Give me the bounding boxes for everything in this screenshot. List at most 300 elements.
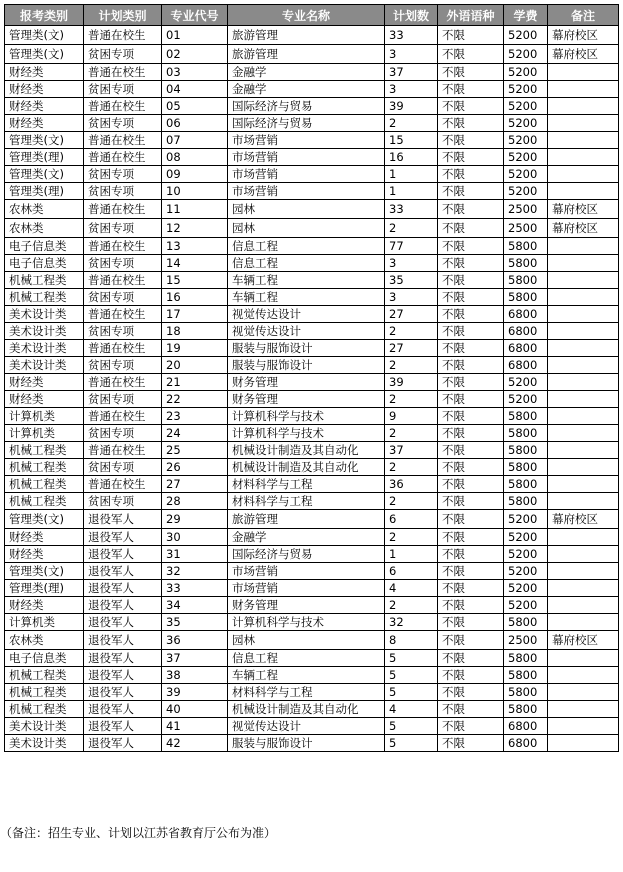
language-cell: 不限 <box>438 149 504 166</box>
plan-count-cell: 4 <box>385 580 438 597</box>
category-cell: 农林类 <box>5 631 84 650</box>
language-cell: 不限 <box>438 306 504 323</box>
language-cell: 不限 <box>438 340 504 357</box>
tuition-cell: 5800 <box>504 667 548 684</box>
plan-count-cell: 33 <box>385 200 438 219</box>
major-name-cell: 视觉传达设计 <box>228 718 385 735</box>
remarks-cell <box>548 272 619 289</box>
table-row <box>5 64 619 81</box>
major-code-cell: 41 <box>162 718 228 735</box>
plan-count-cell: 35 <box>385 272 438 289</box>
tuition-cell: 5200 <box>504 529 548 546</box>
remarks-cell <box>548 597 619 614</box>
table-row <box>5 684 619 701</box>
tuition-cell: 5800 <box>504 701 548 718</box>
major-code-cell: 36 <box>162 631 228 650</box>
major-name-cell: 国际经济与贸易 <box>228 115 385 132</box>
tuition-cell: 5200 <box>504 546 548 563</box>
major-code-cell: 11 <box>162 200 228 219</box>
category-cell: 财经类 <box>5 81 84 98</box>
remarks-cell <box>548 546 619 563</box>
category-cell: 管理类(文) <box>5 26 84 45</box>
plan-type-cell: 退役军人 <box>84 684 162 701</box>
tuition-cell: 5200 <box>504 510 548 529</box>
major-code-cell: 19 <box>162 340 228 357</box>
major-name-cell: 旅游管理 <box>228 26 385 45</box>
plan-type-cell: 普通在校生 <box>84 98 162 115</box>
plan-type-cell: 普通在校生 <box>84 149 162 166</box>
major-name-cell: 车辆工程 <box>228 272 385 289</box>
plan-type-cell: 普通在校生 <box>84 408 162 425</box>
plan-type-cell: 普通在校生 <box>84 238 162 255</box>
plan-count-cell: 16 <box>385 149 438 166</box>
major-code-cell: 14 <box>162 255 228 272</box>
remarks-cell <box>548 408 619 425</box>
header-language: 外语语种 <box>438 5 504 26</box>
remarks-cell <box>548 493 619 510</box>
plan-type-cell: 贫困专项 <box>84 323 162 340</box>
plan-type-cell: 普通在校生 <box>84 374 162 391</box>
category-cell: 计算机类 <box>5 408 84 425</box>
language-cell: 不限 <box>438 115 504 132</box>
plan-type-cell: 普通在校生 <box>84 340 162 357</box>
category-cell: 机械工程类 <box>5 442 84 459</box>
major-code-cell: 39 <box>162 684 228 701</box>
category-cell: 机械工程类 <box>5 459 84 476</box>
remarks-cell <box>548 614 619 631</box>
table-row <box>5 115 619 132</box>
remarks-cell <box>548 306 619 323</box>
plan-type-cell: 贫困专项 <box>84 459 162 476</box>
plan-count-cell: 77 <box>385 238 438 255</box>
remarks-cell <box>548 374 619 391</box>
table-row <box>5 98 619 115</box>
category-cell: 管理类(文) <box>5 563 84 580</box>
plan-type-cell: 退役军人 <box>84 667 162 684</box>
remarks-cell <box>548 650 619 667</box>
major-code-cell: 17 <box>162 306 228 323</box>
remarks-cell: 幕府校区 <box>548 219 619 238</box>
remarks-cell <box>548 255 619 272</box>
language-cell: 不限 <box>438 219 504 238</box>
major-name-cell: 市场营销 <box>228 580 385 597</box>
category-cell: 电子信息类 <box>5 255 84 272</box>
major-name-cell: 服装与服饰设计 <box>228 357 385 374</box>
language-cell: 不限 <box>438 272 504 289</box>
plan-count-cell: 39 <box>385 374 438 391</box>
tuition-cell: 6800 <box>504 323 548 340</box>
table-row <box>5 510 619 529</box>
major-code-cell: 25 <box>162 442 228 459</box>
table-row <box>5 272 619 289</box>
major-code-cell: 16 <box>162 289 228 306</box>
table-row <box>5 200 619 219</box>
remarks-cell <box>548 81 619 98</box>
category-cell: 美术设计类 <box>5 718 84 735</box>
major-name-cell: 视觉传达设计 <box>228 306 385 323</box>
remarks-cell <box>548 132 619 149</box>
tuition-cell: 5200 <box>504 563 548 580</box>
remarks-cell: 幕府校区 <box>548 26 619 45</box>
plan-count-cell: 3 <box>385 81 438 98</box>
language-cell: 不限 <box>438 26 504 45</box>
major-code-cell: 04 <box>162 81 228 98</box>
remarks-cell <box>548 115 619 132</box>
major-name-cell: 金融学 <box>228 64 385 81</box>
language-cell: 不限 <box>438 166 504 183</box>
major-name-cell: 计算机科学与技术 <box>228 408 385 425</box>
category-cell: 管理类(文) <box>5 510 84 529</box>
plan-type-cell: 贫困专项 <box>84 425 162 442</box>
language-cell: 不限 <box>438 510 504 529</box>
tuition-cell: 5800 <box>504 476 548 493</box>
table-row <box>5 493 619 510</box>
remarks-cell: 幕府校区 <box>548 45 619 64</box>
category-cell: 管理类(文) <box>5 45 84 64</box>
plan-type-cell: 普通在校生 <box>84 306 162 323</box>
plan-count-cell: 1 <box>385 183 438 200</box>
language-cell: 不限 <box>438 563 504 580</box>
plan-count-cell: 2 <box>385 323 438 340</box>
category-cell: 计算机类 <box>5 614 84 631</box>
language-cell: 不限 <box>438 391 504 408</box>
header-tuition: 学费 <box>504 5 548 26</box>
header-plan-type: 计划类别 <box>84 5 162 26</box>
language-cell: 不限 <box>438 425 504 442</box>
table-row <box>5 306 619 323</box>
table-row <box>5 81 619 98</box>
tuition-cell: 5800 <box>504 289 548 306</box>
plan-count-cell: 3 <box>385 45 438 64</box>
plan-type-cell: 退役军人 <box>84 631 162 650</box>
tuition-cell: 5200 <box>504 64 548 81</box>
language-cell: 不限 <box>438 735 504 752</box>
language-cell: 不限 <box>438 81 504 98</box>
major-code-cell: 02 <box>162 45 228 64</box>
remarks-cell <box>548 442 619 459</box>
table-row <box>5 650 619 667</box>
table-row <box>5 476 619 493</box>
plan-count-cell: 36 <box>385 476 438 493</box>
plan-count-cell: 2 <box>385 219 438 238</box>
tuition-cell: 5800 <box>504 272 548 289</box>
major-code-cell: 20 <box>162 357 228 374</box>
plan-type-cell: 贫困专项 <box>84 115 162 132</box>
plan-type-cell: 退役军人 <box>84 563 162 580</box>
plan-count-cell: 5 <box>385 667 438 684</box>
table-row <box>5 132 619 149</box>
plan-count-cell: 6 <box>385 563 438 580</box>
category-cell: 美术设计类 <box>5 357 84 374</box>
table-row <box>5 323 619 340</box>
major-code-cell: 22 <box>162 391 228 408</box>
plan-type-cell: 退役军人 <box>84 597 162 614</box>
remarks-cell <box>548 340 619 357</box>
plan-type-cell: 退役军人 <box>84 650 162 667</box>
remarks-cell <box>548 357 619 374</box>
category-cell: 财经类 <box>5 391 84 408</box>
language-cell: 不限 <box>438 357 504 374</box>
remarks-cell <box>548 238 619 255</box>
tuition-cell: 2500 <box>504 219 548 238</box>
plan-count-cell: 8 <box>385 631 438 650</box>
plan-type-cell: 普通在校生 <box>84 272 162 289</box>
major-name-cell: 材料科学与工程 <box>228 684 385 701</box>
remarks-cell: 幕府校区 <box>548 510 619 529</box>
remarks-cell <box>548 684 619 701</box>
category-cell: 管理类(理) <box>5 580 84 597</box>
plan-type-cell: 贫困专项 <box>84 183 162 200</box>
major-name-cell: 服装与服饰设计 <box>228 340 385 357</box>
tuition-cell: 5800 <box>504 650 548 667</box>
plan-count-cell: 37 <box>385 64 438 81</box>
plan-count-cell: 27 <box>385 340 438 357</box>
category-cell: 农林类 <box>5 200 84 219</box>
plan-count-cell: 4 <box>385 701 438 718</box>
language-cell: 不限 <box>438 597 504 614</box>
tuition-cell: 5800 <box>504 493 548 510</box>
plan-type-cell: 退役军人 <box>84 546 162 563</box>
language-cell: 不限 <box>438 546 504 563</box>
major-code-cell: 23 <box>162 408 228 425</box>
major-code-cell: 12 <box>162 219 228 238</box>
table-row <box>5 614 619 631</box>
plan-count-cell: 9 <box>385 408 438 425</box>
plan-count-cell: 27 <box>385 306 438 323</box>
major-name-cell: 材料科学与工程 <box>228 476 385 493</box>
language-cell: 不限 <box>438 132 504 149</box>
major-name-cell: 财务管理 <box>228 597 385 614</box>
tuition-cell: 5200 <box>504 115 548 132</box>
language-cell: 不限 <box>438 45 504 64</box>
plan-count-cell: 33 <box>385 26 438 45</box>
category-cell: 财经类 <box>5 597 84 614</box>
table-row <box>5 631 619 650</box>
plan-count-cell: 3 <box>385 289 438 306</box>
tuition-cell: 5800 <box>504 459 548 476</box>
table-row <box>5 580 619 597</box>
language-cell: 不限 <box>438 374 504 391</box>
major-name-cell: 信息工程 <box>228 238 385 255</box>
table-row <box>5 289 619 306</box>
major-code-cell: 30 <box>162 529 228 546</box>
language-cell: 不限 <box>438 98 504 115</box>
remarks-cell <box>548 580 619 597</box>
category-cell: 美术设计类 <box>5 323 84 340</box>
category-cell: 管理类(文) <box>5 166 84 183</box>
table-row <box>5 219 619 238</box>
tuition-cell: 2500 <box>504 631 548 650</box>
tuition-cell: 5200 <box>504 98 548 115</box>
major-name-cell: 旅游管理 <box>228 45 385 64</box>
table-row <box>5 546 619 563</box>
plan-count-cell: 5 <box>385 650 438 667</box>
plan-type-cell: 退役军人 <box>84 614 162 631</box>
category-cell: 美术设计类 <box>5 735 84 752</box>
remarks-cell <box>548 64 619 81</box>
table-row <box>5 459 619 476</box>
table-row <box>5 183 619 200</box>
major-code-cell: 10 <box>162 183 228 200</box>
language-cell: 不限 <box>438 476 504 493</box>
category-cell: 财经类 <box>5 64 84 81</box>
major-name-cell: 信息工程 <box>228 650 385 667</box>
language-cell: 不限 <box>438 580 504 597</box>
remarks-cell <box>548 563 619 580</box>
major-name-cell: 计算机科学与技术 <box>228 425 385 442</box>
remarks-cell <box>548 459 619 476</box>
header-major-name: 专业名称 <box>228 5 385 26</box>
major-code-cell: 09 <box>162 166 228 183</box>
remarks-cell <box>548 701 619 718</box>
language-cell: 不限 <box>438 183 504 200</box>
major-code-cell: 35 <box>162 614 228 631</box>
remarks-cell <box>548 323 619 340</box>
plan-count-cell: 1 <box>385 166 438 183</box>
category-cell: 财经类 <box>5 374 84 391</box>
category-cell: 管理类(理) <box>5 149 84 166</box>
major-code-cell: 26 <box>162 459 228 476</box>
language-cell: 不限 <box>438 631 504 650</box>
tuition-cell: 6800 <box>504 735 548 752</box>
major-name-cell: 信息工程 <box>228 255 385 272</box>
tuition-cell: 5200 <box>504 45 548 64</box>
major-code-cell: 15 <box>162 272 228 289</box>
tuition-cell: 5200 <box>504 183 548 200</box>
tuition-cell: 5200 <box>504 149 548 166</box>
major-name-cell: 机械设计制造及其自动化 <box>228 701 385 718</box>
tuition-cell: 5800 <box>504 425 548 442</box>
footnote: （备注：招生专业、计划以江苏省教育厅公布为准） <box>0 826 277 840</box>
tuition-cell: 5800 <box>504 442 548 459</box>
table-row <box>5 255 619 272</box>
tuition-cell: 5800 <box>504 614 548 631</box>
language-cell: 不限 <box>438 701 504 718</box>
category-cell: 机械工程类 <box>5 272 84 289</box>
major-name-cell: 市场营销 <box>228 183 385 200</box>
major-name-cell: 计算机科学与技术 <box>228 614 385 631</box>
remarks-cell <box>548 183 619 200</box>
plan-count-cell: 2 <box>385 493 438 510</box>
plan-count-cell: 32 <box>385 614 438 631</box>
table-row <box>5 718 619 735</box>
table-body <box>5 26 619 752</box>
category-cell: 机械工程类 <box>5 289 84 306</box>
table-row <box>5 238 619 255</box>
tuition-cell: 5200 <box>504 26 548 45</box>
major-code-cell: 42 <box>162 735 228 752</box>
table-row <box>5 408 619 425</box>
major-code-cell: 03 <box>162 64 228 81</box>
plan-count-cell: 5 <box>385 735 438 752</box>
major-code-cell: 33 <box>162 580 228 597</box>
remarks-cell <box>548 166 619 183</box>
language-cell: 不限 <box>438 650 504 667</box>
major-code-cell: 01 <box>162 26 228 45</box>
major-code-cell: 07 <box>162 132 228 149</box>
tuition-cell: 6800 <box>504 340 548 357</box>
plan-type-cell: 退役军人 <box>84 718 162 735</box>
major-name-cell: 园林 <box>228 631 385 650</box>
table-row <box>5 26 619 45</box>
major-name-cell: 国际经济与贸易 <box>228 98 385 115</box>
enrollment-plan-table <box>4 4 619 752</box>
plan-count-cell: 2 <box>385 529 438 546</box>
plan-type-cell: 贫困专项 <box>84 357 162 374</box>
category-cell: 管理类(理) <box>5 183 84 200</box>
major-code-cell: 18 <box>162 323 228 340</box>
plan-type-cell: 退役军人 <box>84 510 162 529</box>
plan-type-cell: 贫困专项 <box>84 391 162 408</box>
language-cell: 不限 <box>438 255 504 272</box>
major-name-cell: 市场营销 <box>228 166 385 183</box>
plan-type-cell: 退役军人 <box>84 580 162 597</box>
plan-type-cell: 贫困专项 <box>84 289 162 306</box>
plan-count-cell: 2 <box>385 597 438 614</box>
tuition-cell: 5200 <box>504 166 548 183</box>
language-cell: 不限 <box>438 459 504 476</box>
major-code-cell: 32 <box>162 563 228 580</box>
language-cell: 不限 <box>438 323 504 340</box>
category-cell: 电子信息类 <box>5 238 84 255</box>
table-row <box>5 735 619 752</box>
major-code-cell: 40 <box>162 701 228 718</box>
category-cell: 农林类 <box>5 219 84 238</box>
major-name-cell: 金融学 <box>228 529 385 546</box>
table-header-row <box>5 5 619 26</box>
language-cell: 不限 <box>438 614 504 631</box>
plan-count-cell: 15 <box>385 132 438 149</box>
plan-count-cell: 2 <box>385 425 438 442</box>
major-code-cell: 08 <box>162 149 228 166</box>
remarks-cell <box>548 718 619 735</box>
language-cell: 不限 <box>438 529 504 546</box>
remarks-cell <box>548 529 619 546</box>
remarks-cell <box>548 735 619 752</box>
remarks-cell <box>548 667 619 684</box>
tuition-cell: 5200 <box>504 374 548 391</box>
plan-type-cell: 贫困专项 <box>84 493 162 510</box>
tuition-cell: 5800 <box>504 255 548 272</box>
major-name-cell: 金融学 <box>228 81 385 98</box>
remarks-cell: 幕府校区 <box>548 200 619 219</box>
plan-type-cell: 贫困专项 <box>84 81 162 98</box>
remarks-cell <box>548 289 619 306</box>
plan-count-cell: 2 <box>385 459 438 476</box>
category-cell: 机械工程类 <box>5 667 84 684</box>
table-row <box>5 149 619 166</box>
remarks-cell <box>548 149 619 166</box>
plan-count-cell: 5 <box>385 684 438 701</box>
major-name-cell: 车辆工程 <box>228 667 385 684</box>
tuition-cell: 2500 <box>504 200 548 219</box>
table-row <box>5 425 619 442</box>
major-name-cell: 市场营销 <box>228 149 385 166</box>
major-name-cell: 材料科学与工程 <box>228 493 385 510</box>
category-cell: 机械工程类 <box>5 684 84 701</box>
table-row <box>5 391 619 408</box>
category-cell: 财经类 <box>5 115 84 132</box>
plan-count-cell: 3 <box>385 255 438 272</box>
major-name-cell: 机械设计制造及其自动化 <box>228 459 385 476</box>
category-cell: 电子信息类 <box>5 650 84 667</box>
plan-type-cell: 普通在校生 <box>84 64 162 81</box>
major-name-cell: 视觉传达设计 <box>228 323 385 340</box>
table-row <box>5 667 619 684</box>
header-category: 报考类别 <box>5 5 84 26</box>
table-row <box>5 340 619 357</box>
major-name-cell: 园林 <box>228 200 385 219</box>
